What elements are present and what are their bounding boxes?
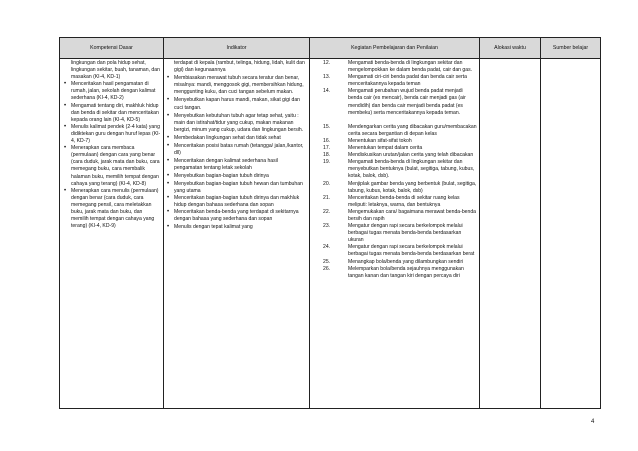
item-number: 14. [323, 88, 331, 95]
item-number: 20. [323, 180, 331, 187]
item-text: Melemparkan bola/benda sejauhnya menggunakan tangan kanan dan tangan kiri dengan percaya diri [348, 265, 464, 279]
page-number: 4 [591, 419, 595, 425]
list-item: • Menceritakan hasil pengamatan di rumah, jalan, sekolah dengan kalimat sederhana (KI-4, KD-2) [71, 81, 161, 102]
item-text: Mengamati ciri-ciri benda padat dan benda cair serta menceritakannya kepada teman [348, 74, 467, 88]
item-text: Mengatur dengan rapi secara berkelompok melalui berbagai tugas menata benda-benda berdasarkan berat [348, 244, 475, 258]
sumber-belajar-cell [541, 59, 601, 409]
item-number: 25. [323, 258, 331, 265]
list-item: • Mengamati tentang diri, makhluk hidup dan benda di sekitar dan menceritakan kepada orang lain (KI-4, KD-5) [71, 103, 161, 124]
list-item [323, 123, 477, 138]
item-text: Mengamati benda-benda di lingkungan sekitar dan menyebutkan bentuknya (bulat, segitiga, tabung, kubus, kotak, balok, dsb). [348, 159, 475, 180]
list-item [323, 194, 477, 209]
list-item: lingkungan dan pola hidup sehat, lingkungan sekitar, buah, tanaman, dan masakan (KI-4, KD-1) [71, 60, 160, 81]
list-item [323, 88, 477, 116]
kompetensi-dasar-cell [60, 59, 164, 409]
item-number: 16. [323, 137, 331, 144]
list-item: • Menceritakan posisi batas rumah (tetangga/ jalan,/kantor, dll) [174, 143, 307, 157]
header-kegiatan: Kegiatan Pembelajaran dan Penilaian [310, 38, 480, 59]
list-item: • Menyebutkan bagian-bagian tubuh hewan dan tumbuhan yang utama [174, 181, 307, 195]
indikator-cell [164, 59, 310, 409]
item-text: Menentukan tempat dalam cerita [348, 145, 423, 152]
item-number: 22. [323, 208, 331, 215]
item-number: 19. [323, 159, 331, 166]
item-number: 24. [323, 244, 331, 251]
list-item [323, 265, 477, 280]
list-item [323, 258, 477, 266]
list-item: • Menyebutkan bagian-bagian tubuh dirinya [174, 173, 307, 180]
list-item: • Menceritakan dengan kalimat sederhana hasil pengamatan tentang letak sekolah [174, 158, 307, 172]
list-item: • Menulis kalimat pendek (2-4 kata) yang didiktekan guru dengan huruf lepas (KI-4, KD-7) [71, 124, 161, 145]
list-item [323, 152, 477, 159]
item-number: 21. [323, 194, 331, 201]
list-item: terdapat di kepala (rambut, telinga, hidung, lidah, kulit dan gigi) dan kegunaannya [174, 60, 305, 74]
list-item: • Membedakan lingkungan sehat dan tidak sehat [174, 135, 307, 142]
item-text: Menentukan sifat-sifat tokoh [348, 137, 412, 144]
list-item: • Menulis dengan tepat kalimat yang [174, 224, 307, 231]
list-item [323, 180, 477, 195]
item-text: Mengatur dengan rapi secara berkelompok melalui berbagai tugas menata benda-benda berdasarkan ukuran [348, 223, 463, 244]
item-text: Mendiskusikan urutan/jalan cerita yang telah dibacakan [348, 152, 474, 159]
item-number: 23. [323, 223, 331, 230]
list-item [323, 145, 477, 152]
list-item [323, 244, 477, 258]
alokasi-waktu-cell [480, 59, 541, 409]
item-text: Mengamati benda-benda di lingkungan sekitar dan mengelompokkan ke dalam benda padat, cair dan gas. [348, 60, 473, 74]
list-item [323, 60, 477, 74]
item-number: 17. [323, 145, 331, 152]
item-text: Mengemukakan cara/ bagaimana merawat benda-benda bersih dan rapih [348, 208, 476, 222]
header-sumber-belajar: Sumber belajar [541, 38, 601, 59]
item-number: 18. [323, 152, 331, 159]
item-text: Menangkap bola/benda yang dilambungkan sendiri [348, 258, 464, 265]
list-item: • Membiasakan merawat tubuh secara teratur dan benar, misalnya: mandi, menggosok gigi, membersihkan hidung, menggunting kuku, dan cuci tangan sebelum makan. [174, 75, 307, 96]
list-item: • Menerapkan cara membaca (permulaan) dengan cara yang benar (cara duduk, jarak mata dan buku, cara memegang buku, cara membalik halaman buku, memilih tempat dengan cahaya yang terang) (KI-4, KD-8) [71, 145, 161, 188]
table-row [60, 59, 601, 409]
list-item: • Menceritakan bagian-bagian tubuh dirinya dan makhluk hidup dengan bahasa sederhana dan sopan [174, 195, 307, 209]
kegiatan-list [310, 60, 479, 280]
item-text: Mendengarkan cerita yang dibacakan guru/membacakan cerita secara bergantian di depan kelas [348, 123, 477, 137]
list-item [323, 137, 477, 145]
item-text: Mengamati perubahan wujud benda padat menjadi benda cair (es mencair), benda cair menjadi gas (air mendidih) dan benda cair menjadi benda padat (es membeku) serta menceritakannya kepada teman. [348, 88, 466, 116]
item-number: 13. [323, 74, 331, 81]
item-text: Menceritakan benda-benda di sekitar ruang kelas meliputi: letaknya, warna, dan bentuknya [348, 194, 460, 208]
item-number: 12. [323, 60, 331, 66]
list-item [323, 74, 477, 88]
kegiatan-cell [310, 59, 480, 409]
item-text: Menjiplak gambar benda yang berbentuk (bulat, segitiga, tabung, kubus, kotak, balok, dsb) [348, 180, 477, 194]
item-number: 15. [323, 123, 331, 130]
indikator-list [164, 60, 309, 231]
list-item: • Menyebutkan kebutuhan tubuh agar tetap sehat, yaitu : main dan istirahat/tidur yang cukup, makan makanan bergizi, minum yang cukup, udara dan lingkungan bersih. [174, 113, 307, 134]
list-item: • Menyebutkan kapan harus mandi, makan, sikat gigi dan cuci tangan. [174, 97, 307, 111]
rpp-table [59, 37, 601, 409]
list-item [323, 223, 477, 244]
item-number: 26. [323, 265, 331, 272]
header-kompetensi-dasar: Kompetensi Dasar [60, 38, 164, 59]
kompetensi-list [60, 60, 163, 230]
list-item: • Menerapkan cara menulis (permulaan) dengan benar (cara duduk, cara memegang pensil, cara meletakkan buku, jarak mata dan buku, dan memilih tempat dengan cahaya yang terang) (KI-4, KD-9) [71, 188, 161, 231]
table-header-row [60, 38, 601, 59]
list-item: • Menceritakan benda-benda yang terdapat di sekitarnya dengan bahasa yang sederhana dan sopan [174, 209, 307, 223]
list-item [323, 208, 477, 223]
header-alokasi-waktu: Alokasi waktu [480, 38, 541, 59]
list-item [323, 159, 477, 180]
header-indikator: Indikator [164, 38, 310, 59]
